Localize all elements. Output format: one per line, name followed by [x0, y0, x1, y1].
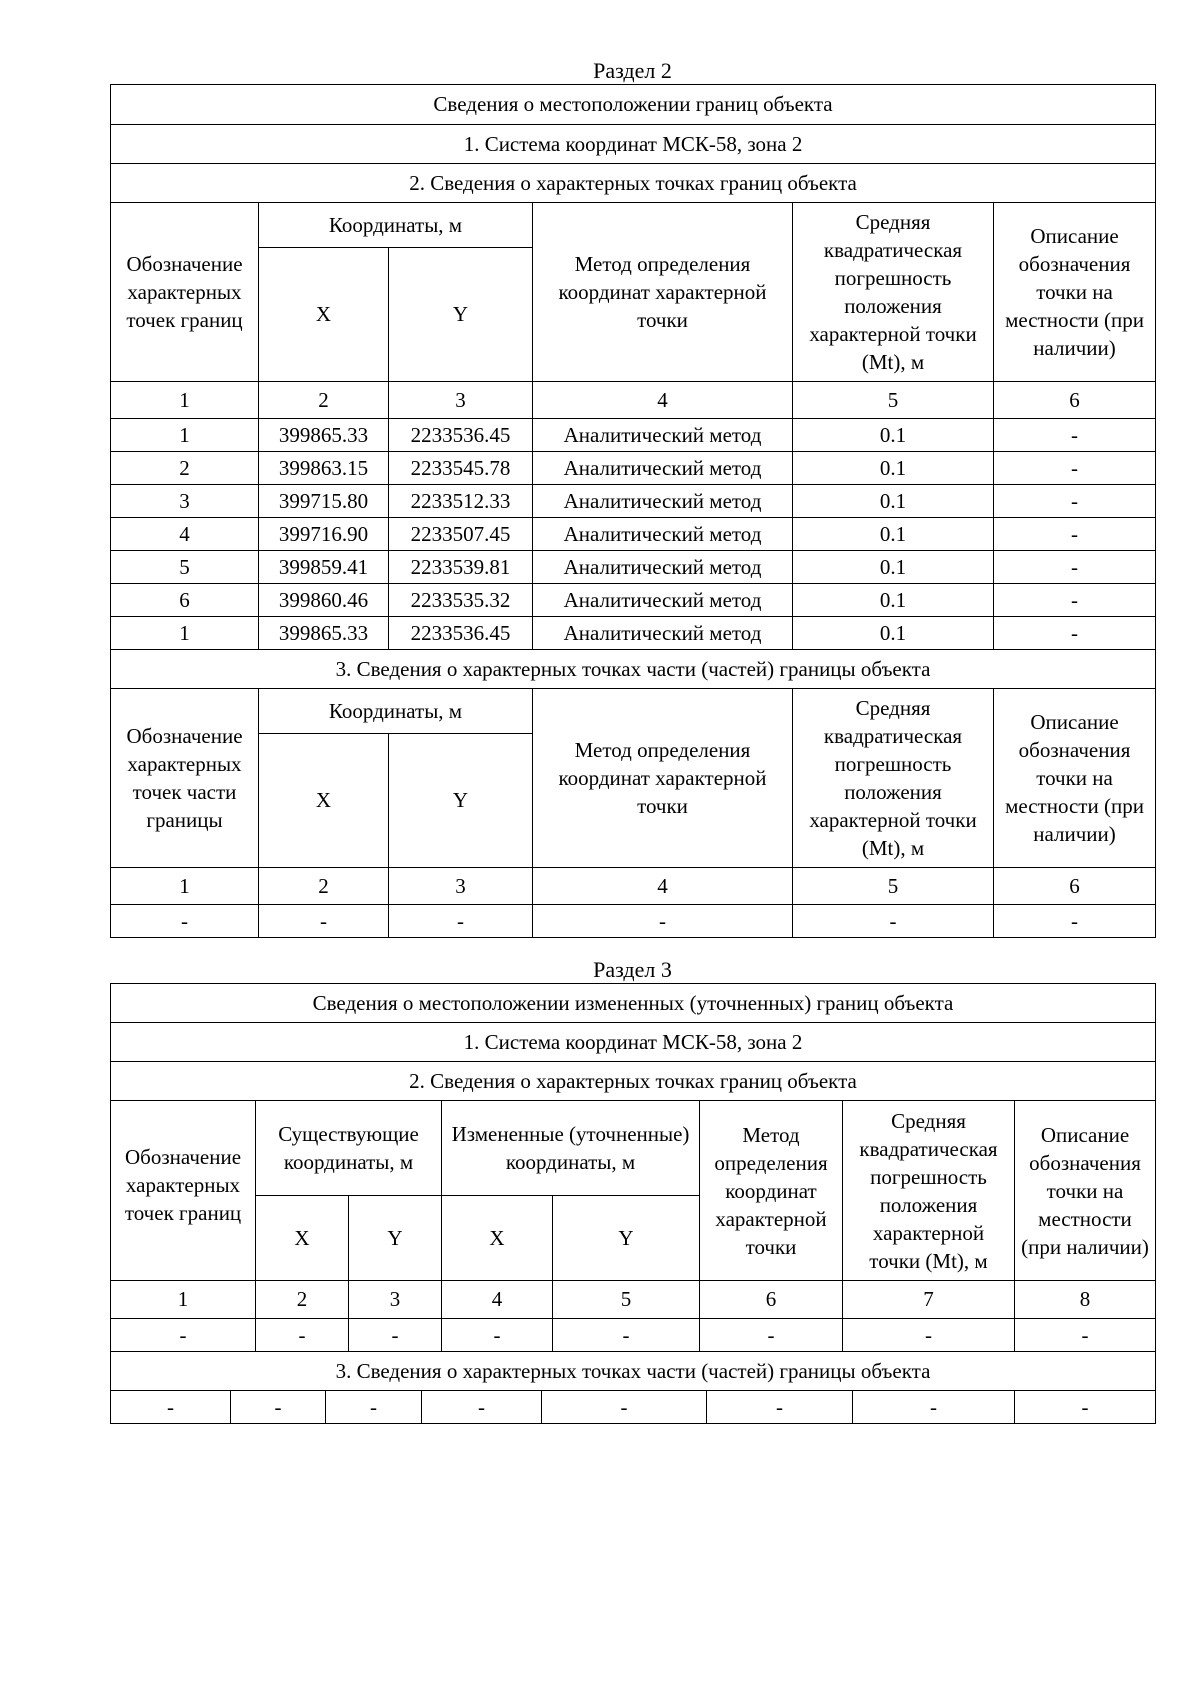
s3-header-x2: X	[442, 1196, 553, 1281]
parts-header-x: X	[259, 734, 389, 868]
cell: -	[111, 905, 259, 938]
section3-caption: Раздел 3	[593, 957, 672, 982]
cell: 6	[111, 584, 259, 617]
s3-header-existing: Существующие координаты, м	[256, 1101, 442, 1196]
table-row	[111, 584, 1156, 617]
cell: Аналитический метод	[533, 485, 793, 518]
table-row	[111, 419, 1156, 452]
cell: -	[542, 1391, 707, 1424]
cell: -	[442, 1319, 553, 1352]
cell: -	[994, 419, 1156, 452]
table-row	[111, 617, 1156, 650]
section3-coord-system: 1. Система координат МСК-58, зона 2	[111, 1023, 1156, 1062]
cell: -	[994, 584, 1156, 617]
header-y: Y	[389, 248, 533, 382]
cell: -	[994, 905, 1156, 938]
cell: -	[1015, 1319, 1156, 1352]
table-row	[111, 1319, 1156, 1352]
s3-column-numbers-row	[111, 1281, 1156, 1319]
s3-header-x1: X	[256, 1196, 349, 1281]
section2-points-title: 2. Сведения о характерных точках границ объекта	[111, 164, 1156, 203]
cell: 399716.90	[259, 518, 389, 551]
col-num: 6	[700, 1281, 843, 1319]
cell: -	[793, 905, 994, 938]
cell: 2233545.78	[389, 452, 533, 485]
cell: 399715.80	[259, 485, 389, 518]
col-num: 5	[793, 868, 994, 905]
cell: 2	[111, 452, 259, 485]
section3-table	[110, 983, 1156, 1391]
col-num: 4	[533, 382, 793, 419]
cell: 1	[111, 419, 259, 452]
cell: -	[111, 1391, 231, 1424]
section2-coord-system: 1. Система координат МСК-58, зона 2	[111, 125, 1156, 164]
cell: 0.1	[793, 518, 994, 551]
col-num: 3	[389, 382, 533, 419]
section3-points-title: 2. Сведения о характерных точках границ объекта	[111, 1062, 1156, 1101]
cell: -	[700, 1319, 843, 1352]
cell: -	[256, 1319, 349, 1352]
table-row	[111, 485, 1156, 518]
s3-header-changed: Измененные (уточненные) координаты, м	[442, 1101, 700, 1196]
cell: Аналитический метод	[533, 584, 793, 617]
cell: -	[853, 1391, 1015, 1424]
cell: -	[994, 452, 1156, 485]
cell: -	[422, 1391, 542, 1424]
col-num: 2	[259, 382, 389, 419]
cell: -	[994, 485, 1156, 518]
cell: 399860.46	[259, 584, 389, 617]
parts-column-numbers-row	[111, 868, 1156, 905]
col-num: 4	[442, 1281, 553, 1319]
col-num: 2	[256, 1281, 349, 1319]
parts-header-designation: Обозначение характерных точек части границы	[111, 689, 259, 868]
section3-parts-table	[110, 1390, 1156, 1424]
header-designation: Обозначение характерных точек границ	[111, 203, 259, 382]
col-num: 6	[994, 868, 1156, 905]
col-num: 5	[793, 382, 994, 419]
cell: 0.1	[793, 419, 994, 452]
cell: 2233536.45	[389, 419, 533, 452]
table-row	[111, 518, 1156, 551]
cell: 0.1	[793, 617, 994, 650]
cell: 2233507.45	[389, 518, 533, 551]
cell: -	[111, 1319, 256, 1352]
section3-title: Сведения о местоположении измененных (уточненных) границ объекта	[111, 984, 1156, 1023]
cell: 0.1	[793, 452, 994, 485]
cell: Аналитический метод	[533, 419, 793, 452]
col-num: 1	[111, 1281, 256, 1319]
cell: Аналитический метод	[533, 617, 793, 650]
section2-parts-title: 3. Сведения о характерных точках части (частей) границы объекта	[111, 650, 1156, 689]
cell: -	[553, 1319, 700, 1352]
col-num: 1	[111, 382, 259, 419]
cell: 399859.41	[259, 551, 389, 584]
cell: -	[843, 1319, 1015, 1352]
header-x: X	[259, 248, 389, 382]
parts-header-y: Y	[389, 734, 533, 868]
cell: -	[994, 551, 1156, 584]
cell: -	[1015, 1391, 1156, 1424]
cell: -	[994, 518, 1156, 551]
s3-header-error: Средняя квадратическая погрешность положения характерной точки (Mt), м	[843, 1101, 1015, 1281]
table-row	[111, 1391, 1156, 1424]
cell: 4	[111, 518, 259, 551]
cell: 399865.33	[259, 419, 389, 452]
cell: Аналитический метод	[533, 551, 793, 584]
table-row	[111, 452, 1156, 485]
cell: Аналитический метод	[533, 518, 793, 551]
parts-header-error: Средняя квадратическая погрешность положения характерной точки (Mt), м	[793, 689, 994, 868]
cell: -	[707, 1391, 853, 1424]
header-description: Описание обозначения точки на местности (при наличии)	[994, 203, 1156, 382]
col-num: 8	[1015, 1281, 1156, 1319]
col-num: 3	[349, 1281, 442, 1319]
section2-title: Сведения о местоположении границ объекта	[111, 85, 1156, 125]
s3-header-designation: Обозначение характерных точек границ	[111, 1101, 256, 1281]
cell: 0.1	[793, 485, 994, 518]
section2-caption: Раздел 2	[593, 58, 672, 83]
col-num: 6	[994, 382, 1156, 419]
cell: -	[994, 617, 1156, 650]
cell: -	[349, 1319, 442, 1352]
table-row	[111, 551, 1156, 584]
header-method: Метод определения координат характерной точки	[533, 203, 793, 382]
s3-header-method: Метод определения координат характерной точки	[700, 1101, 843, 1281]
cell: -	[326, 1391, 422, 1424]
cell: 399865.33	[259, 617, 389, 650]
section3-parts-title: 3. Сведения о характерных точках части (частей) границы объекта	[111, 1352, 1156, 1391]
header-error: Средняя квадратическая погрешность положения характерной точки (Mt), м	[793, 203, 994, 382]
col-num: 7	[843, 1281, 1015, 1319]
parts-header-coords: Координаты, м	[259, 689, 533, 734]
cell: 5	[111, 551, 259, 584]
col-num: 3	[389, 868, 533, 905]
cell: 3	[111, 485, 259, 518]
header-coords: Координаты, м	[259, 203, 533, 248]
cell: 2233539.81	[389, 551, 533, 584]
col-num: 5	[553, 1281, 700, 1319]
column-numbers-row	[111, 382, 1156, 419]
cell: -	[533, 905, 793, 938]
cell: 399863.15	[259, 452, 389, 485]
cell: -	[389, 905, 533, 938]
section2-table	[110, 84, 1156, 938]
cell: Аналитический метод	[533, 452, 793, 485]
cell: -	[259, 905, 389, 938]
s3-header-description: Описание обозначения точки на местности (при наличии)	[1015, 1101, 1156, 1281]
table-row	[111, 905, 1156, 938]
cell: 0.1	[793, 551, 994, 584]
cell: 0.1	[793, 584, 994, 617]
cell: -	[231, 1391, 326, 1424]
col-num: 4	[533, 868, 793, 905]
parts-header-description: Описание обозначения точки на местности (при наличии)	[994, 689, 1156, 868]
cell: 2233536.45	[389, 617, 533, 650]
cell: 1	[111, 617, 259, 650]
s3-header-y1: Y	[349, 1196, 442, 1281]
parts-header-method: Метод определения координат характерной точки	[533, 689, 793, 868]
col-num: 1	[111, 868, 259, 905]
s3-header-y2: Y	[553, 1196, 700, 1281]
cell: 2233535.32	[389, 584, 533, 617]
cell: 2233512.33	[389, 485, 533, 518]
col-num: 2	[259, 868, 389, 905]
